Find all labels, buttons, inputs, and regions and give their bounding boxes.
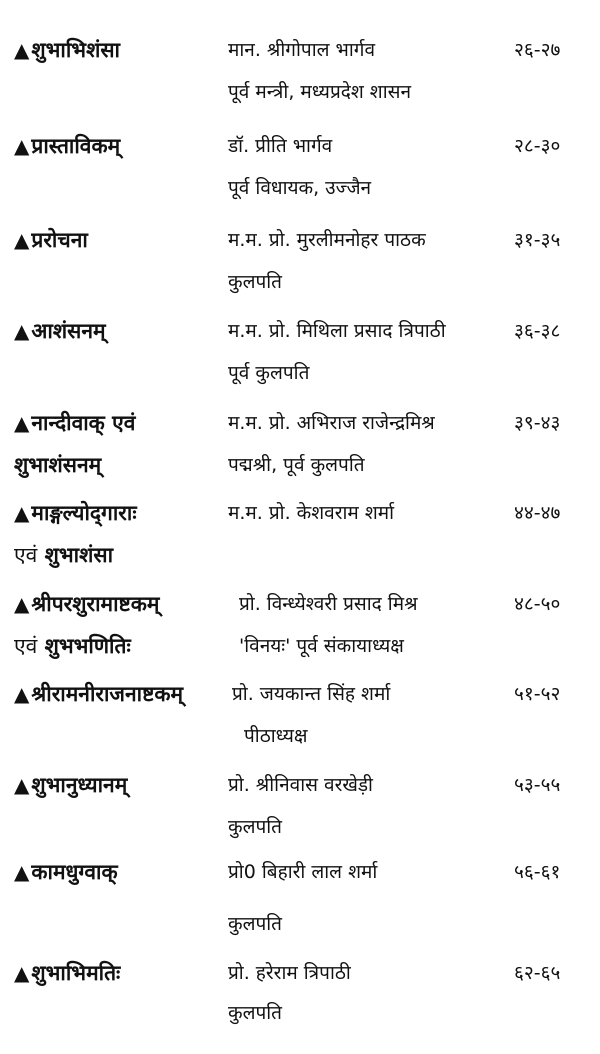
entry-title-line2 <box>14 540 113 570</box>
entry-pages: ४४-४७ <box>514 502 561 524</box>
entry-author: मान. श्रीगोपाल भार्गव <box>228 39 376 61</box>
entry-role: पूर्व विधायक, उज्जैन <box>228 177 372 199</box>
entry-title <box>14 857 118 887</box>
entry-title <box>14 770 127 800</box>
triangle-bullet-icon: ▲ <box>14 773 30 797</box>
entry-author: म.म. प्रो. मुरलीमनोहर पाठक <box>228 229 426 251</box>
entry-title <box>14 225 88 255</box>
entry-title-prefix: एवं <box>14 634 38 658</box>
entry-role: पूर्व मन्त्री, मध्यप्रदेश शासन <box>228 81 412 103</box>
triangle-bullet-icon: ▲ <box>14 228 30 252</box>
entry-title-prefix: एवं <box>14 543 38 567</box>
entry-role: पीठाध्यक्ष <box>244 725 308 747</box>
entry-pages: २६-२७ <box>514 39 561 61</box>
entry-title <box>14 35 120 65</box>
entry-author: डॉ. प्रीति भार्गव <box>228 135 333 157</box>
entry-pages: ५१-५२ <box>514 683 561 705</box>
entry-title-text: श्रीरामनीराजनाष्टकम् <box>31 682 184 706</box>
entry-role: 'विनयः' पूर्व संकायाध्यक्ष <box>239 635 404 657</box>
triangle-bullet-icon: ▲ <box>14 411 30 435</box>
entry-role: पूर्व कुलपति <box>228 362 310 384</box>
entry-pages: ५३-५५ <box>514 774 561 796</box>
entry-author: म.म. प्रो. केशवराम शर्मा <box>228 502 395 524</box>
entry-title-line2-text: शुभाशंसा <box>44 543 114 567</box>
entry-title <box>14 958 120 988</box>
entry-role: पद्मश्री, पूर्व कुलपति <box>228 454 365 476</box>
entry-title <box>14 589 159 619</box>
entry-title-text: श्रीपरशुरामाष्टकम् <box>31 592 160 616</box>
entry-role: कुलपति <box>228 271 283 293</box>
entry-title-text: माङ्गल्योद्‌गाराः <box>31 501 137 525</box>
entry-title-text: प्रास्ताविकम् <box>31 134 121 158</box>
entry-title-text: नान्दीवाक् एवं <box>31 411 136 435</box>
entry-title-line2-text: शुभभणितिः <box>44 634 131 658</box>
triangle-bullet-icon: ▲ <box>14 860 30 884</box>
entry-title <box>14 408 135 438</box>
entry-author: प्रो. विन्ध्येश्वरी प्रसाद मिश्र <box>239 593 418 615</box>
entry-title <box>14 316 106 346</box>
entry-author: म.म. प्रो. अभिराज राजेन्द्रमिश्र <box>228 412 435 434</box>
entry-role: कुलपति <box>228 1002 283 1024</box>
triangle-bullet-icon: ▲ <box>14 38 30 62</box>
entry-author: म.म. प्रो. मिथिला प्रसाद त्रिपाठी <box>228 320 446 342</box>
entry-title-text: शुभाभिमतिः <box>31 961 121 985</box>
entry-title-line2 <box>14 631 131 661</box>
entry-pages: ३९-४३ <box>514 412 561 434</box>
entry-title-text: आशंसनम् <box>31 319 106 343</box>
triangle-bullet-icon: ▲ <box>14 961 30 985</box>
entry-title <box>14 679 183 709</box>
entry-title-line2: शुभाशंसनम् <box>14 453 102 477</box>
entry-pages: ५६-६१ <box>514 861 561 883</box>
entry-title-text: कामधुग्वाक् <box>31 860 118 884</box>
triangle-bullet-icon: ▲ <box>14 501 30 525</box>
entry-author: प्रो. हरेराम त्रिपाठी <box>228 962 351 984</box>
triangle-bullet-icon: ▲ <box>14 592 30 616</box>
entry-title <box>14 131 120 161</box>
triangle-bullet-icon: ▲ <box>14 134 30 158</box>
entry-title-text: शुभानुध्यानम् <box>31 773 128 797</box>
entry-pages: ३६-३८ <box>514 320 561 342</box>
entry-pages: ३१-३५ <box>514 229 561 251</box>
entry-author: प्रो0 बिहारी लाल शर्मा <box>228 861 378 883</box>
triangle-bullet-icon: ▲ <box>14 319 30 343</box>
entry-title <box>14 498 137 528</box>
entry-role: कुलपति <box>228 816 283 838</box>
triangle-bullet-icon: ▲ <box>14 682 30 706</box>
entry-title-text: प्ररोचना <box>31 228 88 252</box>
entry-author: प्रो. जयकान्त सिंह शर्मा <box>232 683 391 705</box>
entry-pages: ४८-५० <box>514 593 561 615</box>
entry-title-text: शुभाभिशंसा <box>31 38 120 62</box>
entry-author: प्रो. श्रीनिवास वरखेड़ी <box>228 774 373 796</box>
entry-role: कुलपति <box>228 913 283 935</box>
entry-pages: २८-३० <box>514 135 561 157</box>
entry-pages: ६२-६५ <box>514 962 561 984</box>
